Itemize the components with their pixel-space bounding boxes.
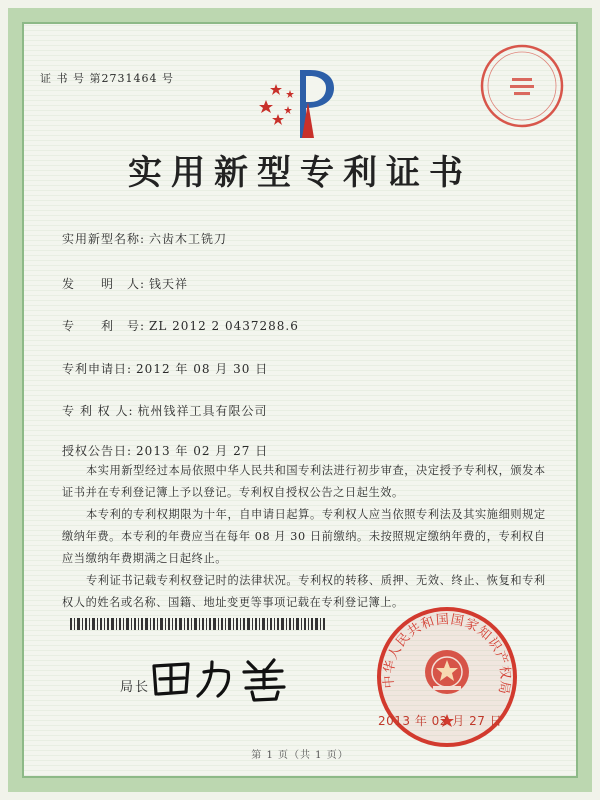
field-value: 2013 年 02 月 27 日 xyxy=(136,444,269,458)
body-paragraph-1: 本实用新型经过本局依照中华人民共和国专利法进行初步审查，决定授予专利权，颁发本证书并在专利登记簿上予以登记。专利权自授权公告之日起生效。 xyxy=(62,464,546,499)
barcode xyxy=(70,618,326,630)
top-red-stamp xyxy=(474,38,570,134)
field-label: 专 利 权 人: xyxy=(62,404,134,418)
field-value: 杭州钱祥工具有限公司 xyxy=(137,404,268,418)
seal-date: 2013 年 02 月 27 日 xyxy=(378,714,503,728)
patent-office-logo xyxy=(252,62,352,142)
body-paragraph-2: 本专利的专利权期限为十年，自申请日起算。专利权人应当依照专利法及其实施细则规定缴纳年费。本专利的年费应当在每年 08 月 30 日前缴纳。未按照规定缴纳年费的，专利权自应当缴纳年费期满之日起终止。 xyxy=(62,508,546,565)
field-patentee xyxy=(62,402,268,419)
field-value: 2012 年 08 月 30 日 xyxy=(136,362,269,376)
field-grant-date xyxy=(62,442,268,459)
field-value: 六齿木工铣刀 xyxy=(149,232,228,246)
field-inventor xyxy=(62,275,188,292)
field-value: 钱天祥 xyxy=(149,277,189,291)
certificate-title: 实用新型专利证书 xyxy=(128,153,472,193)
certificate-number: 证 书 号 第2731464 号 xyxy=(40,72,174,85)
seal-arc-text: 中华人民共和国国家知识产权局 xyxy=(381,612,513,697)
field-label: 授权公告日: xyxy=(62,444,133,458)
certificate-body-text xyxy=(62,460,552,614)
field-label: 专利申请日: xyxy=(62,362,133,376)
national-ip-office-seal xyxy=(372,602,522,752)
field-label: 专 利 号: xyxy=(62,319,146,333)
page-number: 第 1 页（共 1 页） xyxy=(251,750,349,761)
director-label: 局长 xyxy=(120,680,151,695)
field-label: 实用新型名称: xyxy=(62,232,146,246)
field-utility-model-name xyxy=(62,230,227,247)
field-label: 发 明 人: xyxy=(62,277,146,291)
body-paragraph-3: 专利证书记载专利权登记时的法律状况。专利权的转移、质押、无效、终止、恢复和专利权人的姓名或名称、国籍、地址变更等事项记载在专利登记簿上。 xyxy=(62,574,546,609)
director-signature xyxy=(148,652,298,702)
field-value: ZL 2012 2 0437288.6 xyxy=(149,319,299,333)
field-application-date xyxy=(62,360,268,377)
field-patent-number xyxy=(62,317,299,334)
